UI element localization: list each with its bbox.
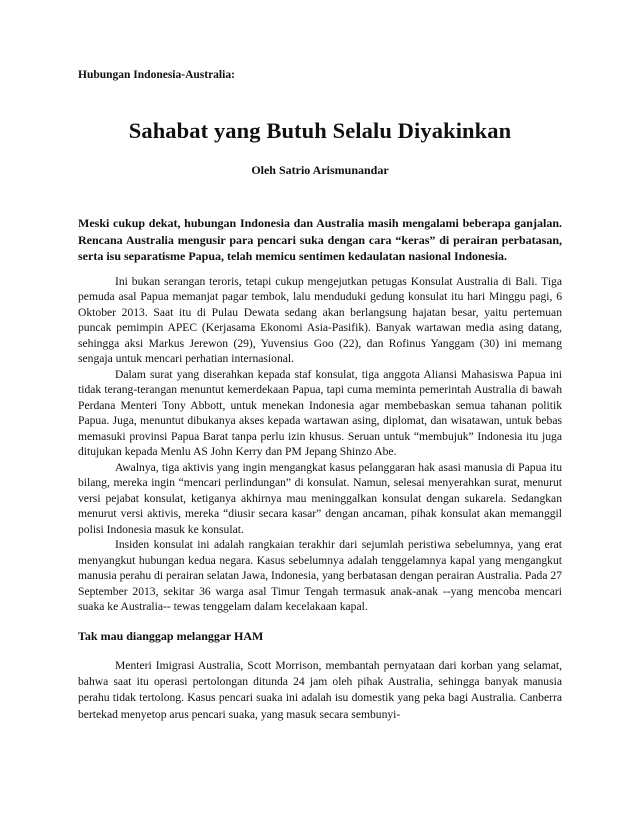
body-paragraph-3: Awalnya, tiga aktivis yang ingin mengangkat kasus pelanggaran hak asasi manusia di Papua itu bilang, mereka ingin “mencari perlindungan” di konsulat. Namun, selesai menyerahkan surat, menurut versi pejabat konsulat, ketiganya akhirnya mau meninggalkan konsulat dengan sukarela. Sedangkan menurut versi aktivis, mereka “diusir secara kasar” dengan ancaman, pihak konsulat akan memanggil polisi Indonesia masuk ke konsulat. xyxy=(78,460,562,536)
lead-paragraph: Meski cukup dekat, hubungan Indonesia dan Australia masih mengalami beberapa ganjalan. Rencana Australia mengusir para pencari suka dengan cara “keras” di perairan perbatasan, serta isu separatisme Papua, telah memicu sentimen kedaulatan nasional Indonesia. xyxy=(78,216,562,264)
body-paragraph-2: Dalam surat yang diserahkan kepada staf konsulat, tiga anggota Aliansi Mahasiswa Papua ini tidak terang-terangan menuntut kemerdekaan Papua, tapi cuma meminta pemerintah Australia di bawah Perdana Menteri Tony Abbott, untuk menekan Indonesia agar membebaskan semua tahanan politik Papua. Juga, menuntut dibukanya akses kepada wartawan asing, diplomat, dan wisatawan, untuk bebas memasuki provinsi Papua Barat tanpa perlu izin khusus. Seruan untuk “membujuk” Indonesia itu juga ditujukan kepada Menlu AS John Kerry dan PM Jepang Shinzo Abe. xyxy=(78,367,562,459)
section-heading: Tak mau dianggap melanggar HAM xyxy=(78,628,264,643)
article-title: Sahabat yang Butuh Selalu Diyakinkan xyxy=(128,118,512,143)
body-section xyxy=(78,274,562,615)
body-paragraph-1: Ini bukan serangan teroris, tetapi cukup mengejutkan petugas Konsulat Australia di Bali. Tiga pemuda asal Papua memanjat pagar tembok, lalu menduduki gedung konsulat itu hari Minggu pagi, 6 Oktober 2013. Saat itu di Pulau Dewata sedang akan berlangsung hajatan besar, yaitu pertemuan puncak pemimpin APEC (Kerjasama Ekonomi Asia-Pasifik). Banyak wartawan media asing datang, sehingga aksi Markus Jerewon (29), Yuvensius Goo (22), dan Rofinus Yanggam (30) ini memang sengaja untuk mencari perhatian internasional. xyxy=(78,274,562,366)
body-section-2 xyxy=(78,658,562,723)
kicker: Hubungan Indonesia-Australia: xyxy=(78,69,235,81)
byline: Oleh Satrio Arismunandar xyxy=(251,163,389,177)
document-page xyxy=(78,68,562,723)
body-paragraph-4: Insiden konsulat ini adalah rangkaian terakhir dari sejumlah peristiwa sebelumnya, yang erat menyangkut hubungan kedua negara. Kasus sebelumnya adalah tenggelamnya kapal yang mengangkut manusia perahu di perairan selatan Jawa, Indonesia, yang berbatasan dengan perairan Australia. Pada 27 September 2013, sekitar 36 warga asal Timur Tengah termasuk anak-anak --yang mencoba mencari suaka ke Australia-- tewas tenggelam dalam kecelakaan kapal. xyxy=(78,538,562,614)
body-paragraph-5: Menteri Imigrasi Australia, Scott Morrison, membantah pernyataan dari korban yang selamat, bahwa saat itu operasi pertolongan ditunda 24 jam oleh pihak Australia, sehingga banyak manusia perahu tidak tertolong. Kasus pencari suaka ini adalah isu domestik yang peka bagi Australia. Canberra bertekad menyetop arus pencari suaka, yang masuk secara sembunyi- xyxy=(78,658,562,721)
